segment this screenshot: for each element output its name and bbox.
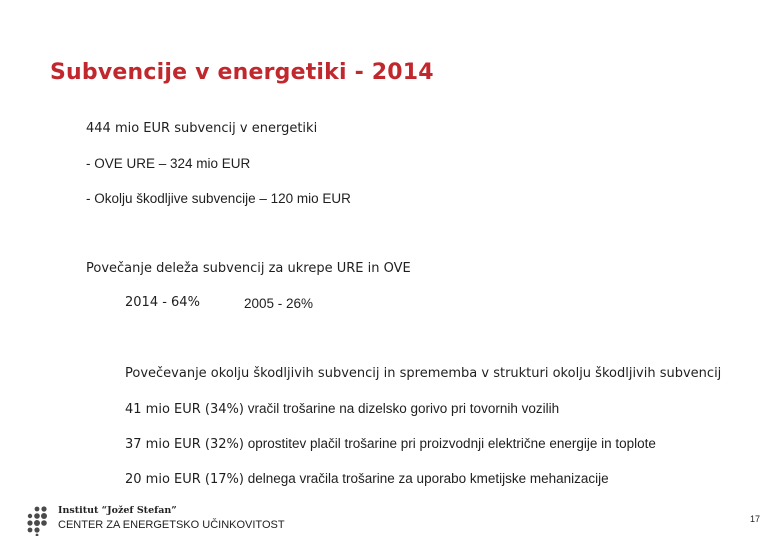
slide-title: Subvencije v energetiki - 2014 bbox=[50, 60, 434, 85]
item-amount: 20 mio EUR (17%) bbox=[125, 472, 244, 487]
institute-name: Institut “Jožef Stefan” bbox=[58, 505, 177, 516]
share-2014: 2014 - 64% bbox=[125, 295, 200, 310]
center-name: CENTER ZA ENERGETSKO UČINKOVITOST bbox=[58, 519, 285, 531]
list-item bbox=[125, 436, 656, 452]
harmful-heading: Povečevanje okolju škodljivih subvencij in sprememba v strukturi okolju škodljivih subvencij bbox=[125, 366, 722, 381]
harmful-subsidies-line: - Okolju škodljive subvencije – 120 mio EUR bbox=[86, 191, 351, 206]
total-subsidies-line: 444 mio EUR subvencij v energetiki bbox=[86, 121, 318, 136]
item-description: oprostitev plačil trošarine pri proizvodnji električne energije in toplote bbox=[243, 436, 656, 451]
item-amount: 37 mio EUR (32%) bbox=[125, 437, 244, 452]
ove-ure-line: - OVE URE – 324 mio EUR bbox=[86, 156, 251, 171]
list-item bbox=[125, 471, 609, 487]
page-number: 17 bbox=[750, 514, 761, 524]
item-description: vračil trošarine na dizelsko gorivo pri tovornih vozilih bbox=[243, 401, 560, 416]
list-item bbox=[125, 401, 559, 417]
item-amount: 41 mio EUR (34%) bbox=[125, 402, 244, 417]
item-description: delnega vračila trošarine za uporabo kmetijske mehanizacije bbox=[243, 471, 609, 486]
increase-heading: Povečanje deleža subvencij za ukrepe URE in OVE bbox=[86, 261, 411, 276]
dot-grid-logo-icon bbox=[26, 506, 54, 536]
share-2005: 2005 - 26% bbox=[244, 296, 314, 311]
